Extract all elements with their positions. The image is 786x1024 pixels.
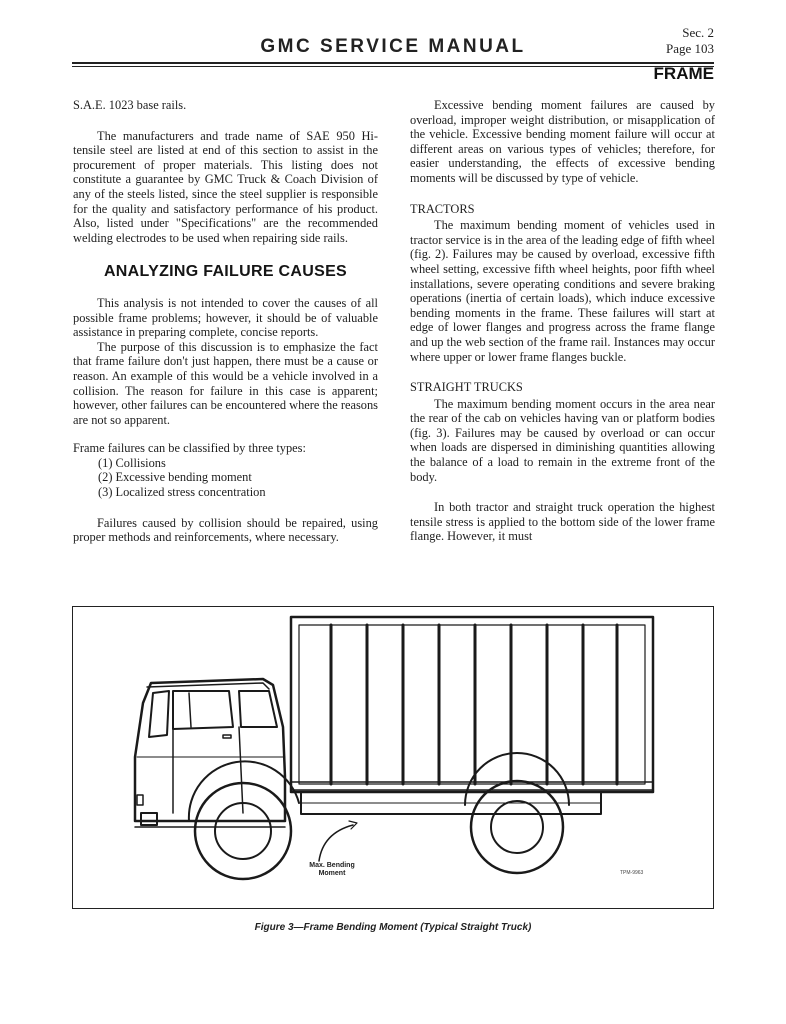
header-rule-thin [72, 66, 714, 67]
front-bumper [141, 813, 157, 825]
paragraph-failure-types: Frame failures can be classified by three types: [73, 441, 306, 456]
figure-frame [72, 606, 714, 909]
rear-window [239, 691, 277, 727]
paragraph-purpose: The purpose of this discussion is to emphasize the fact that frame failure don't just happen, there must be a cause or reason. An example of this would be a vehicle involved in a collision. The reason for failure in this case is apparent; however, other failures can be encountered where the reasons are not so apparent. [73, 339, 378, 427]
page-number: Page 103 [665, 41, 714, 56]
paragraph-tractors: The maximum bending moment of vehicles used in tractor service is in the area of the leading edge of fifth wheel (fig. 2). Failures may be caused by overload, excessive fifth wheel setting, excessive fifth wheel heights, poor fifth wheel installations, severe operating conditions and severe braking operations (inertia of certain loads), which induce excessive bending moments in the frame. These failures will start at edge of lower flanges and progress across the frame flange and up the web section of the frame rail. Instances may occur where upper or lower frame flanges buckle. [410, 218, 715, 364]
door-window [173, 691, 233, 729]
list-item-stress-concentration: (3) Localized stress concentration [98, 485, 266, 500]
figure-reference: TPM-9963 [620, 870, 644, 876]
callout-leader [319, 825, 353, 861]
windshield [149, 691, 169, 737]
section-number: Sec. 2 [682, 25, 714, 40]
paragraph-tensile-stress: In both tractor and straight truck operation the highest tensile stress is applied to the bottom side of the lower frame flange. However, it must [410, 500, 715, 544]
paragraph-straight-trucks: The maximum bending moment occurs in the area near the rear of the cab on vehicles having van or platform bodies (fig. 3). Failures may be caused by overload or can occur when loads are dispersed in diminishing quantities allowing the balance of a load to remain in the extreme front of the body. [410, 396, 715, 484]
rear-wheel [471, 781, 563, 873]
cargo-body [291, 617, 653, 792]
cab [135, 679, 285, 821]
paragraph-bending-moment: Excessive bending moment failures are caused by overload, improper weight distribution, or misapplication of the vehicle. Excessive bending moment failure will occur at different areas on various types of vehicles; therefore, for easier understanding, the effects of excessive bending moments will be discussed by type of vehicle. [410, 98, 715, 185]
list-item-collisions: (1) Collisions [98, 455, 166, 470]
callout-max-bending-moment: Max. Bending Moment [309, 862, 355, 877]
subheading-tractors: TRACTORS [410, 201, 475, 216]
right-column [410, 98, 715, 544]
section-page-info [666, 25, 714, 57]
header-rule-thick [72, 62, 714, 64]
paragraph-analysis-intro: This analysis is not intended to cover the causes of all possible frame problems; however, it should be of valuable assistance in preparing complete, concise reports. [73, 295, 378, 340]
left-column [73, 98, 378, 545]
list-item-bending-moment: (2) Excessive bending moment [98, 470, 252, 485]
paragraph-collision-repair: Failures caused by collision should be repaired, using proper methods and reinforcements, where necessary. [73, 515, 378, 545]
page-header-title: GMC SERVICE MANUAL [260, 36, 526, 57]
figure-caption: Figure 3—Frame Bending Moment (Typical Straight Truck) [254, 922, 532, 933]
truck-illustration [73, 607, 715, 910]
subheading-straight-trucks: STRAIGHT TRUCKS [410, 380, 523, 395]
paragraph-base-rails: S.A.E. 1023 base rails. [73, 98, 187, 112]
paragraph-manufacturers: The manufacturers and trade name of SAE 950 Hi-tensile steel are listed at end of this section to assist in the procurement of proper materials. This listing does not constitute a guarantee by GMC Truck & Coach Division of any of the steels listed, since the steel supplier is responsible for the quality and satisfactory performance of his product. Also, listed under "Specifications" are the recommended welding electrodes to be used when repairing side rails. [73, 128, 378, 245]
section-name: FRAME [653, 64, 714, 83]
heading-analyzing-failure-causes: ANALYZING FAILURE CAUSES [103, 263, 348, 281]
body-ribs [331, 625, 617, 784]
